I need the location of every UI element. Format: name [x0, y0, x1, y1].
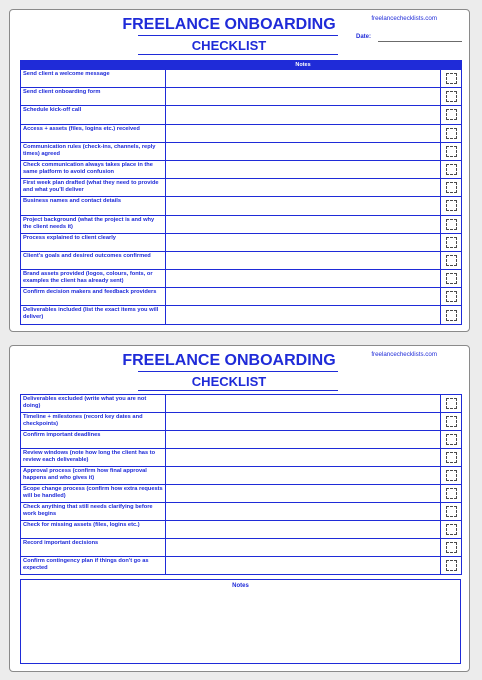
- notes-cell[interactable]: [166, 70, 441, 88]
- checklist-item-label: Client's goals and desired outcomes confirmed: [21, 251, 166, 269]
- notes-cell[interactable]: [166, 197, 441, 215]
- notes-cell[interactable]: [166, 88, 441, 106]
- checklist-item-label: Communication rules (check-ins, channels, reply times) agreed: [21, 142, 166, 160]
- date-label: Date:: [356, 34, 372, 40]
- checkbox[interactable]: [446, 219, 457, 230]
- checklist-row: [21, 124, 462, 142]
- checklist-item-label: Check for missing assets (files, logins etc.): [21, 521, 166, 539]
- checklist-row: [21, 106, 462, 124]
- checkbox[interactable]: [446, 128, 457, 139]
- checklist-item-label: Check anything that still needs clarifying before work begins: [21, 503, 166, 521]
- checkbox-cell: [441, 270, 462, 288]
- checklist-row: [21, 160, 462, 178]
- checkbox[interactable]: [446, 200, 457, 211]
- checkbox[interactable]: [446, 91, 457, 102]
- notes-cell[interactable]: [166, 485, 441, 503]
- notes-column-header: Notes: [166, 61, 441, 70]
- checkbox[interactable]: [446, 146, 457, 157]
- checkbox[interactable]: [446, 434, 457, 445]
- checkbox[interactable]: [446, 488, 457, 499]
- checkbox[interactable]: [446, 542, 457, 553]
- notes-cell[interactable]: [166, 142, 441, 160]
- notes-cell[interactable]: [166, 160, 441, 178]
- checkbox-cell: [441, 449, 462, 467]
- notes-cell[interactable]: [166, 251, 441, 269]
- title-underline: [138, 390, 338, 391]
- checkbox[interactable]: [446, 398, 457, 409]
- checkbox-cell: [441, 179, 462, 197]
- notes-cell[interactable]: [166, 521, 441, 539]
- checklist-row: [21, 251, 462, 269]
- title-line-2: CHECKLIST: [191, 38, 267, 53]
- checkbox-cell: [441, 503, 462, 521]
- title-underline: [138, 54, 338, 55]
- checklist-row: [21, 395, 462, 413]
- checklist-item-label: Check communication always takes place in the same platform to avoid confusion: [21, 160, 166, 178]
- checklist-item-label: First week plan drafted (what they need to provide and what you'll deliver: [21, 179, 166, 197]
- checkbox[interactable]: [446, 310, 457, 321]
- checkbox-cell: [441, 467, 462, 485]
- checklist-item-label: Timeline + milestones (record key dates and checkpoints): [21, 413, 166, 431]
- checklist-row: [21, 288, 462, 306]
- notes-cell[interactable]: [166, 431, 441, 449]
- checklist-row: [21, 413, 462, 431]
- checklist-item-label: Business names and contact details: [21, 197, 166, 215]
- notes-area[interactable]: [20, 579, 461, 664]
- notes-label: Notes: [232, 583, 249, 589]
- notes-cell[interactable]: [166, 106, 441, 124]
- notes-cell[interactable]: [166, 306, 441, 324]
- site-url: freelancechecklists.com: [371, 351, 437, 358]
- checkbox[interactable]: [446, 506, 457, 517]
- checklist-item-label: Confirm contingency plan if things don't go as expected: [21, 557, 166, 575]
- checkbox-cell: [441, 306, 462, 324]
- checkbox[interactable]: [446, 291, 457, 302]
- checklist-row: [21, 270, 462, 288]
- notes-cell[interactable]: [166, 503, 441, 521]
- checklist-row: [21, 233, 462, 251]
- checklist-item-label: Brand assets provided (logos, colours, fonts, or examples the client has already sent): [21, 270, 166, 288]
- checkbox-cell: [441, 557, 462, 575]
- title-line-1: FREELANCE ONBOARDING: [122, 16, 336, 33]
- checklist-item-label: Send client a welcome message: [21, 70, 166, 88]
- checklist-row: [21, 503, 462, 521]
- notes-cell[interactable]: [166, 270, 441, 288]
- checklist-item-label: Confirm important deadlines: [21, 431, 166, 449]
- checkbox-cell: [441, 251, 462, 269]
- checkbox-cell: [441, 215, 462, 233]
- checklist-row: [21, 179, 462, 197]
- checkbox[interactable]: [446, 73, 457, 84]
- checkbox[interactable]: [446, 273, 457, 284]
- checklist-row: [21, 431, 462, 449]
- notes-cell[interactable]: [166, 395, 441, 413]
- title-underline: [138, 371, 338, 372]
- checklist-item-label: Record important decisions: [21, 539, 166, 557]
- notes-cell[interactable]: [166, 413, 441, 431]
- checklist-row: [21, 197, 462, 215]
- notes-cell[interactable]: [166, 449, 441, 467]
- notes-cell[interactable]: [166, 539, 441, 557]
- checkbox-cell: [441, 160, 462, 178]
- checkbox-cell: [441, 124, 462, 142]
- checkbox[interactable]: [446, 560, 457, 571]
- checkbox[interactable]: [446, 237, 457, 248]
- checkbox-cell: [441, 142, 462, 160]
- checklist-row: [21, 467, 462, 485]
- checklist-row: [21, 521, 462, 539]
- checkbox[interactable]: [446, 164, 457, 175]
- notes-cell[interactable]: [166, 179, 441, 197]
- checklist-item-label: Schedule kick-off call: [21, 106, 166, 124]
- checklist-row: [21, 539, 462, 557]
- checklist-item-label: Deliverables excluded (write what you are not doing): [21, 395, 166, 413]
- checklist-table: [20, 394, 462, 575]
- checkbox[interactable]: [446, 109, 457, 120]
- site-url: freelancechecklists.com: [371, 15, 437, 22]
- checklist-item-label: Approval process (confirm how final approval happens and who gives it): [21, 467, 166, 485]
- checklist-row: [21, 88, 462, 106]
- checklist-row: [21, 449, 462, 467]
- checkbox-cell: [441, 431, 462, 449]
- checkbox-cell: [441, 288, 462, 306]
- notes-cell[interactable]: [166, 288, 441, 306]
- checklist-page-2: [9, 345, 470, 672]
- notes-cell[interactable]: [166, 215, 441, 233]
- checklist-row: [21, 215, 462, 233]
- checklist-row: [21, 485, 462, 503]
- checkbox-cell: [441, 70, 462, 88]
- checkbox-cell: [441, 413, 462, 431]
- checklist-row: [21, 306, 462, 324]
- checklist-item-label: Send client onboarding form: [21, 88, 166, 106]
- checkbox[interactable]: [446, 182, 457, 193]
- checklist-item-label: Access + assets (files, logins etc.) received: [21, 124, 166, 142]
- checkbox[interactable]: [446, 470, 457, 481]
- title-underline: [138, 35, 338, 36]
- checklist-row: [21, 557, 462, 575]
- notes-cell[interactable]: [166, 124, 441, 142]
- checklist-item-label: Scope change process (confirm how extra requests will be handled): [21, 485, 166, 503]
- checklist-item-label: Confirm decision makers and feedback providers: [21, 288, 166, 306]
- checkbox-cell: [441, 485, 462, 503]
- notes-cell[interactable]: [166, 467, 441, 485]
- notes-cell[interactable]: [166, 557, 441, 575]
- checklist-row: [21, 142, 462, 160]
- checkbox[interactable]: [446, 524, 457, 535]
- checklist-row: [21, 70, 462, 88]
- checkbox-cell: [441, 395, 462, 413]
- checkbox[interactable]: [446, 416, 457, 427]
- checkbox-cell: [441, 539, 462, 557]
- checkbox-cell: [441, 197, 462, 215]
- checklist-item-label: Process explained to client clearly: [21, 233, 166, 251]
- checkbox-cell: [441, 521, 462, 539]
- checklist-item-label: Review windows (note how long the client has to review each deliverable): [21, 449, 166, 467]
- title-line-2: CHECKLIST: [191, 374, 267, 389]
- title-line-1: FREELANCE ONBOARDING: [122, 352, 336, 369]
- checklist-item-label: Deliverables included (list the exact items you will deliver): [21, 306, 166, 324]
- date-field[interactable]: [378, 41, 462, 42]
- checkbox-cell: [441, 233, 462, 251]
- checklist-page-1: [9, 9, 470, 332]
- notes-cell[interactable]: [166, 233, 441, 251]
- checkbox[interactable]: [446, 452, 457, 463]
- checkbox[interactable]: [446, 255, 457, 266]
- checkbox-cell: [441, 106, 462, 124]
- checklist-item-label: Project background (what the project is and why the client needs it): [21, 215, 166, 233]
- checkbox-cell: [441, 88, 462, 106]
- checklist-table: [20, 60, 462, 325]
